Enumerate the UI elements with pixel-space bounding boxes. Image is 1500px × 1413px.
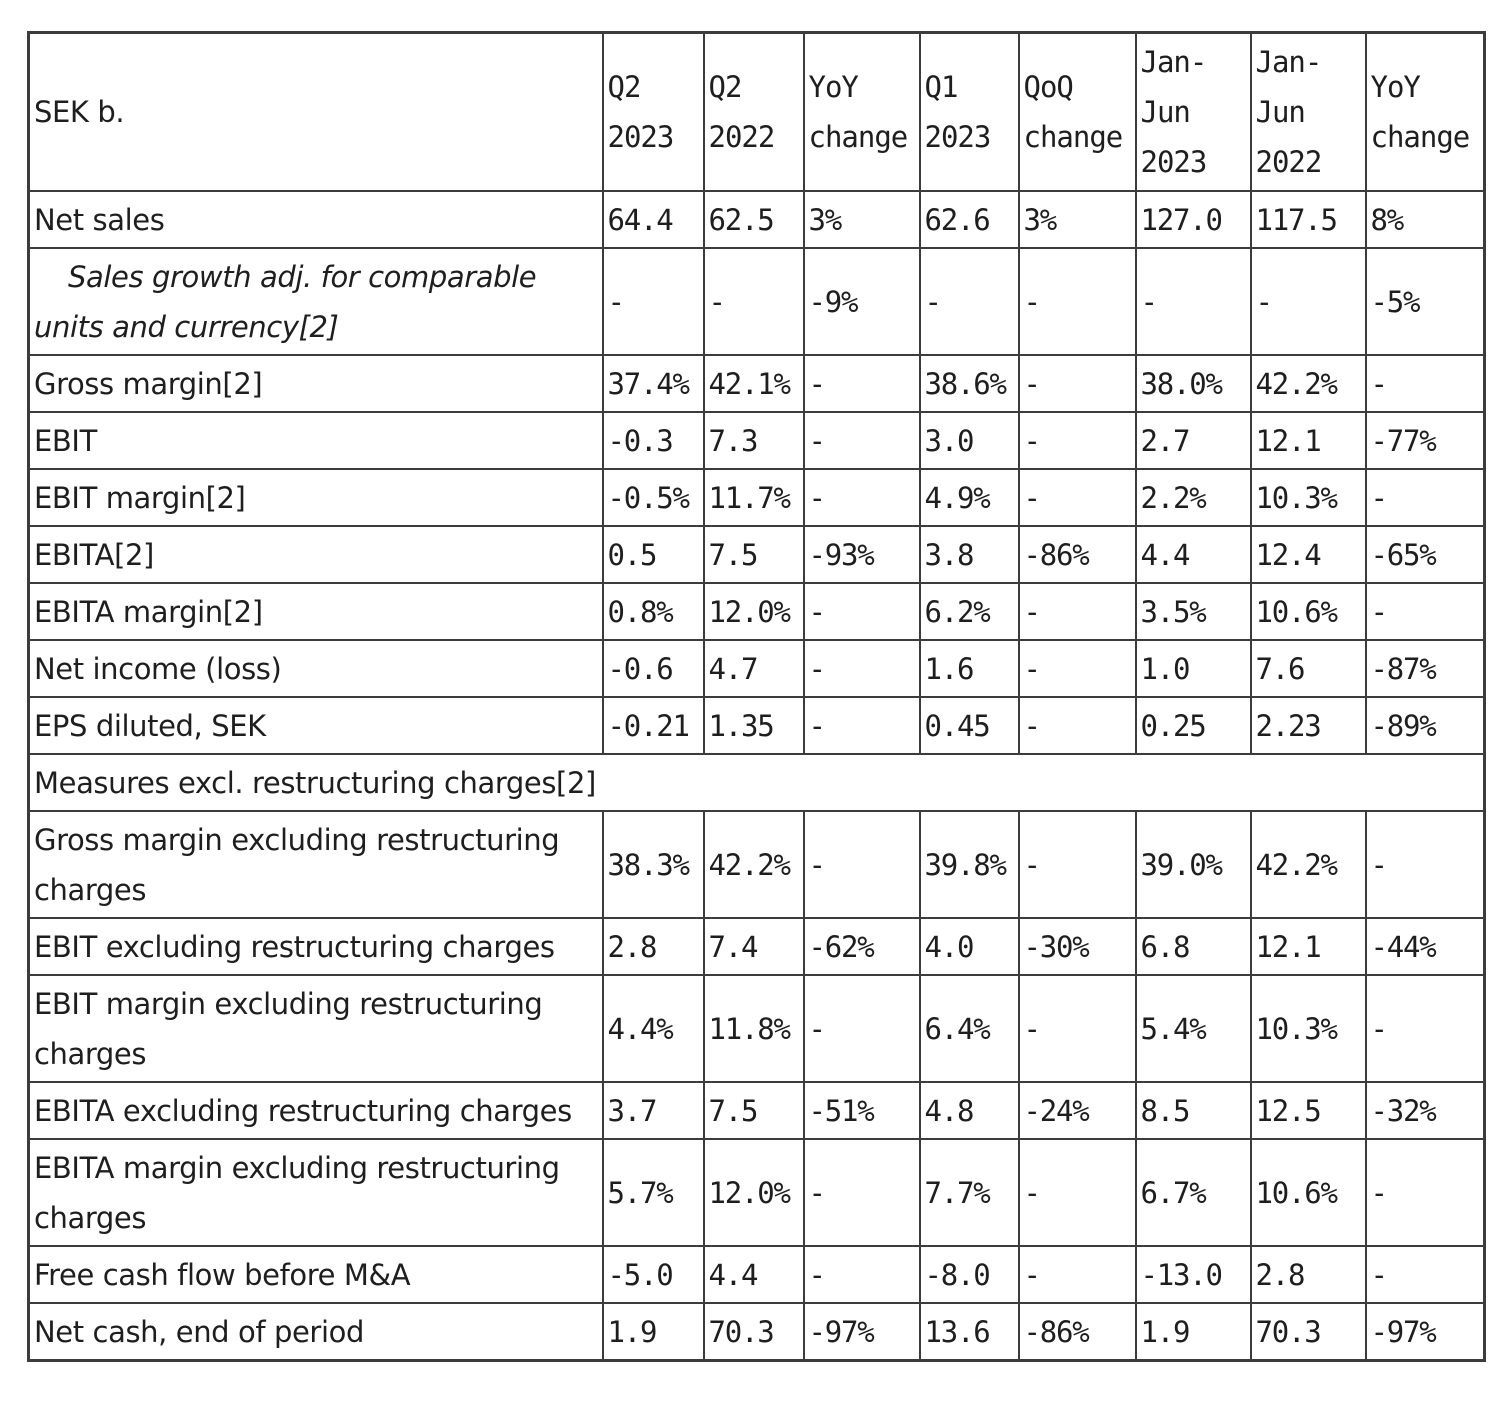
row-label-line: EBITA margin excluding restructuring [34,1150,560,1185]
value-cell: 10.6% [1251,583,1366,640]
value-cell: 4.7 [704,640,804,697]
table-row [29,918,1485,975]
value-cell: 7.5 [704,1082,804,1139]
row-label-cell: Net sales [29,191,603,248]
table-row [29,526,1485,583]
value-cell: 8% [1366,191,1485,248]
column-header-text [1141,37,1250,187]
column-header-line: YoY [808,70,858,104]
row-label-line: Sales growth adj. for comparable [68,259,537,294]
column-header-line: Jan- [1255,45,1322,79]
value-cell: - [1019,469,1136,526]
value-cell: - [1019,583,1136,640]
value-cell: 12.0% [704,1139,804,1246]
value-cell: 10.3% [1251,975,1366,1082]
value-cell: 3.8 [920,526,1019,583]
row-label-cell: EBIT margin[2] [29,469,603,526]
row-label-line: charges [34,1036,147,1071]
value-cell: - [804,975,920,1082]
value-cell: - [804,1139,920,1246]
value-cell: - [1019,640,1136,697]
financial-summary-table [27,31,1486,1362]
value-cell: 11.7% [704,469,804,526]
value-cell: 13.6 [920,1303,1019,1361]
row-label-cell [29,975,603,1082]
table-row [29,1082,1485,1139]
value-cell: 1.0 [1136,640,1251,697]
row-label-cell: Net cash, end of period [29,1303,603,1361]
value-cell: - [804,583,920,640]
value-cell: -51% [804,1082,920,1139]
value-cell: 4.4 [1136,526,1251,583]
value-cell: 6.7% [1136,1139,1251,1246]
value-cell: 2.8 [603,918,704,975]
value-cell: -77% [1366,412,1485,469]
value-cell: -13.0 [1136,1246,1251,1303]
column-header [1251,33,1366,192]
table-row [29,191,1485,248]
value-cell: 4.8 [920,1082,1019,1139]
table-row [29,1246,1485,1303]
value-cell: 1.35 [704,697,804,754]
column-header-line: Q1 [924,70,958,104]
row-label-line: Gross margin excluding restructuring [34,822,560,857]
column-header-line: Jan- [1140,45,1207,79]
row-label-cell: EBIT excluding restructuring charges [29,918,603,975]
value-cell: - [804,697,920,754]
value-cell: 8.5 [1136,1082,1251,1139]
value-cell: 10.3% [1251,469,1366,526]
value-cell: 1.9 [1136,1303,1251,1361]
value-cell: 70.3 [1251,1303,1366,1361]
value-cell: -0.21 [603,697,704,754]
value-cell: -9% [804,248,920,355]
row-label-cell: EBITA[2] [29,526,603,583]
column-header-text [1024,62,1135,162]
value-cell: 62.6 [920,191,1019,248]
value-cell: -8.0 [920,1246,1019,1303]
column-header-line: change [808,120,908,154]
column-header-line: 2023 [924,120,991,154]
value-cell: 7.4 [704,918,804,975]
value-cell: 2.2% [1136,469,1251,526]
header-label-cell: SEK b. [29,33,603,192]
value-cell: - [1251,248,1366,355]
column-header-line: QoQ [1023,70,1073,104]
row-label-cell: EPS diluted, SEK [29,697,603,754]
value-cell: 11.8% [704,975,804,1082]
value-cell: 2.23 [1251,697,1366,754]
column-header [704,33,804,192]
value-cell: 39.8% [920,811,1019,918]
value-cell: 64.4 [603,191,704,248]
row-label-cell: Net income (loss) [29,640,603,697]
section-row [29,754,1485,811]
column-header-line: Jun [1255,95,1305,129]
column-header-text [709,62,803,162]
row-label-cell [29,1139,603,1246]
column-header-line: Q2 [607,70,641,104]
value-cell: - [1019,811,1136,918]
table-row [29,697,1485,754]
value-cell: - [1366,811,1485,918]
value-cell: 12.4 [1251,526,1366,583]
value-cell: 4.9% [920,469,1019,526]
value-cell: -86% [1019,1303,1136,1361]
value-cell: 7.6 [1251,640,1366,697]
table-row [29,1139,1485,1246]
value-cell: -62% [804,918,920,975]
row-label-line: units and currency[2] [34,309,339,344]
value-cell: 2.7 [1136,412,1251,469]
row-label-cell: EBIT [29,412,603,469]
row-label-line: charges [34,1200,147,1235]
value-cell: - [804,469,920,526]
value-cell: 3.5% [1136,583,1251,640]
column-header [804,33,920,192]
value-cell: -30% [1019,918,1136,975]
value-cell: -65% [1366,526,1485,583]
value-cell: - [1019,1246,1136,1303]
value-cell: -44% [1366,918,1485,975]
value-cell: -5.0 [603,1246,704,1303]
column-header-line: 2023 [1140,145,1207,179]
table-row [29,811,1485,918]
value-cell: 0.45 [920,697,1019,754]
value-cell: - [920,248,1019,355]
value-cell: - [704,248,804,355]
value-cell: - [1366,355,1485,412]
value-cell: 1.6 [920,640,1019,697]
value-cell: 12.1 [1251,412,1366,469]
value-cell: 6.2% [920,583,1019,640]
value-cell: -0.6 [603,640,704,697]
value-cell: 7.5 [704,526,804,583]
value-cell: - [1019,248,1136,355]
value-cell: - [1019,412,1136,469]
value-cell: 70.3 [704,1303,804,1361]
value-cell: - [1366,975,1485,1082]
column-header [1019,33,1136,192]
column-header-line: Q2 [708,70,742,104]
table-row [29,248,1485,355]
value-cell: 62.5 [704,191,804,248]
table-row [29,469,1485,526]
row-label-line: EBIT margin excluding restructuring [34,986,543,1021]
value-cell: 117.5 [1251,191,1366,248]
column-header-line: change [1023,120,1123,154]
value-cell: - [1366,1246,1485,1303]
row-label-cell [29,811,603,918]
value-cell: 12.5 [1251,1082,1366,1139]
value-cell: 42.2% [704,811,804,918]
value-cell: 38.0% [1136,355,1251,412]
value-cell: 42.2% [1251,811,1366,918]
value-cell: 5.7% [603,1139,704,1246]
value-cell: - [1019,697,1136,754]
value-cell: 3.7 [603,1082,704,1139]
column-header-text [1256,37,1365,187]
value-cell: - [603,248,704,355]
value-cell: 5.4% [1136,975,1251,1082]
value-cell: 0.8% [603,583,704,640]
value-cell: 7.3 [704,412,804,469]
value-cell: 38.3% [603,811,704,918]
value-cell: 3% [1019,191,1136,248]
column-header [920,33,1019,192]
value-cell: 3.0 [920,412,1019,469]
value-cell: 3% [804,191,920,248]
row-label-line: charges [34,872,147,907]
column-header-text [809,62,919,162]
table-row [29,412,1485,469]
value-cell: - [1136,248,1251,355]
value-cell: 12.0% [704,583,804,640]
value-cell: -86% [1019,526,1136,583]
row-label-cell: EBITA excluding restructuring charges [29,1082,603,1139]
column-header-line: 2022 [708,120,775,154]
column-header [603,33,704,192]
value-cell: -93% [804,526,920,583]
value-cell: 42.1% [704,355,804,412]
header-row [29,33,1485,192]
column-header-line: 2022 [1255,145,1322,179]
row-label-cell: EBITA margin[2] [29,583,603,640]
value-cell: - [1019,975,1136,1082]
value-cell: -32% [1366,1082,1485,1139]
value-cell: - [1366,469,1485,526]
value-cell: 12.1 [1251,918,1366,975]
value-cell: - [804,811,920,918]
value-cell: - [1366,1139,1485,1246]
column-header-line: YoY [1370,70,1420,104]
table-body [29,33,1485,1361]
row-label-cell: Gross margin[2] [29,355,603,412]
value-cell: 39.0% [1136,811,1251,918]
value-cell: 127.0 [1136,191,1251,248]
row-label-cell: Free cash flow before M&A [29,1246,603,1303]
value-cell: -24% [1019,1082,1136,1139]
value-cell: -89% [1366,697,1485,754]
column-header-text [608,62,703,162]
value-cell: -97% [804,1303,920,1361]
value-cell: 42.2% [1251,355,1366,412]
value-cell: 38.6% [920,355,1019,412]
value-cell: 4.4% [603,975,704,1082]
column-header-text [1371,62,1484,162]
value-cell: 6.8 [1136,918,1251,975]
value-cell: - [1366,583,1485,640]
value-cell: 10.6% [1251,1139,1366,1246]
table-row [29,583,1485,640]
column-header [1136,33,1251,192]
value-cell: - [804,1246,920,1303]
value-cell: 0.5 [603,526,704,583]
column-header-line: change [1370,120,1470,154]
value-cell: 2.8 [1251,1246,1366,1303]
column-header [1366,33,1485,192]
value-cell: - [1019,1139,1136,1246]
value-cell: 1.9 [603,1303,704,1361]
value-cell: - [804,355,920,412]
value-cell: 37.4% [603,355,704,412]
value-cell: -0.3 [603,412,704,469]
value-cell: 4.4 [704,1246,804,1303]
value-cell: -5% [1366,248,1485,355]
table-row [29,975,1485,1082]
value-cell: - [804,412,920,469]
value-cell: 4.0 [920,918,1019,975]
table-row [29,640,1485,697]
value-cell: 6.4% [920,975,1019,1082]
table-row [29,1303,1485,1361]
section-header-cell: Measures excl. restructuring charges[2] [29,754,1485,811]
value-cell: - [804,640,920,697]
value-cell: -97% [1366,1303,1485,1361]
value-cell: - [1019,355,1136,412]
value-cell: 0.25 [1136,697,1251,754]
value-cell: -0.5% [603,469,704,526]
value-cell: 7.7% [920,1139,1019,1246]
table-row [29,355,1485,412]
column-header-text [925,62,1018,162]
value-cell: -87% [1366,640,1485,697]
column-header-line: Jun [1140,95,1190,129]
row-label-cell [29,248,603,355]
column-header-line: 2023 [607,120,674,154]
